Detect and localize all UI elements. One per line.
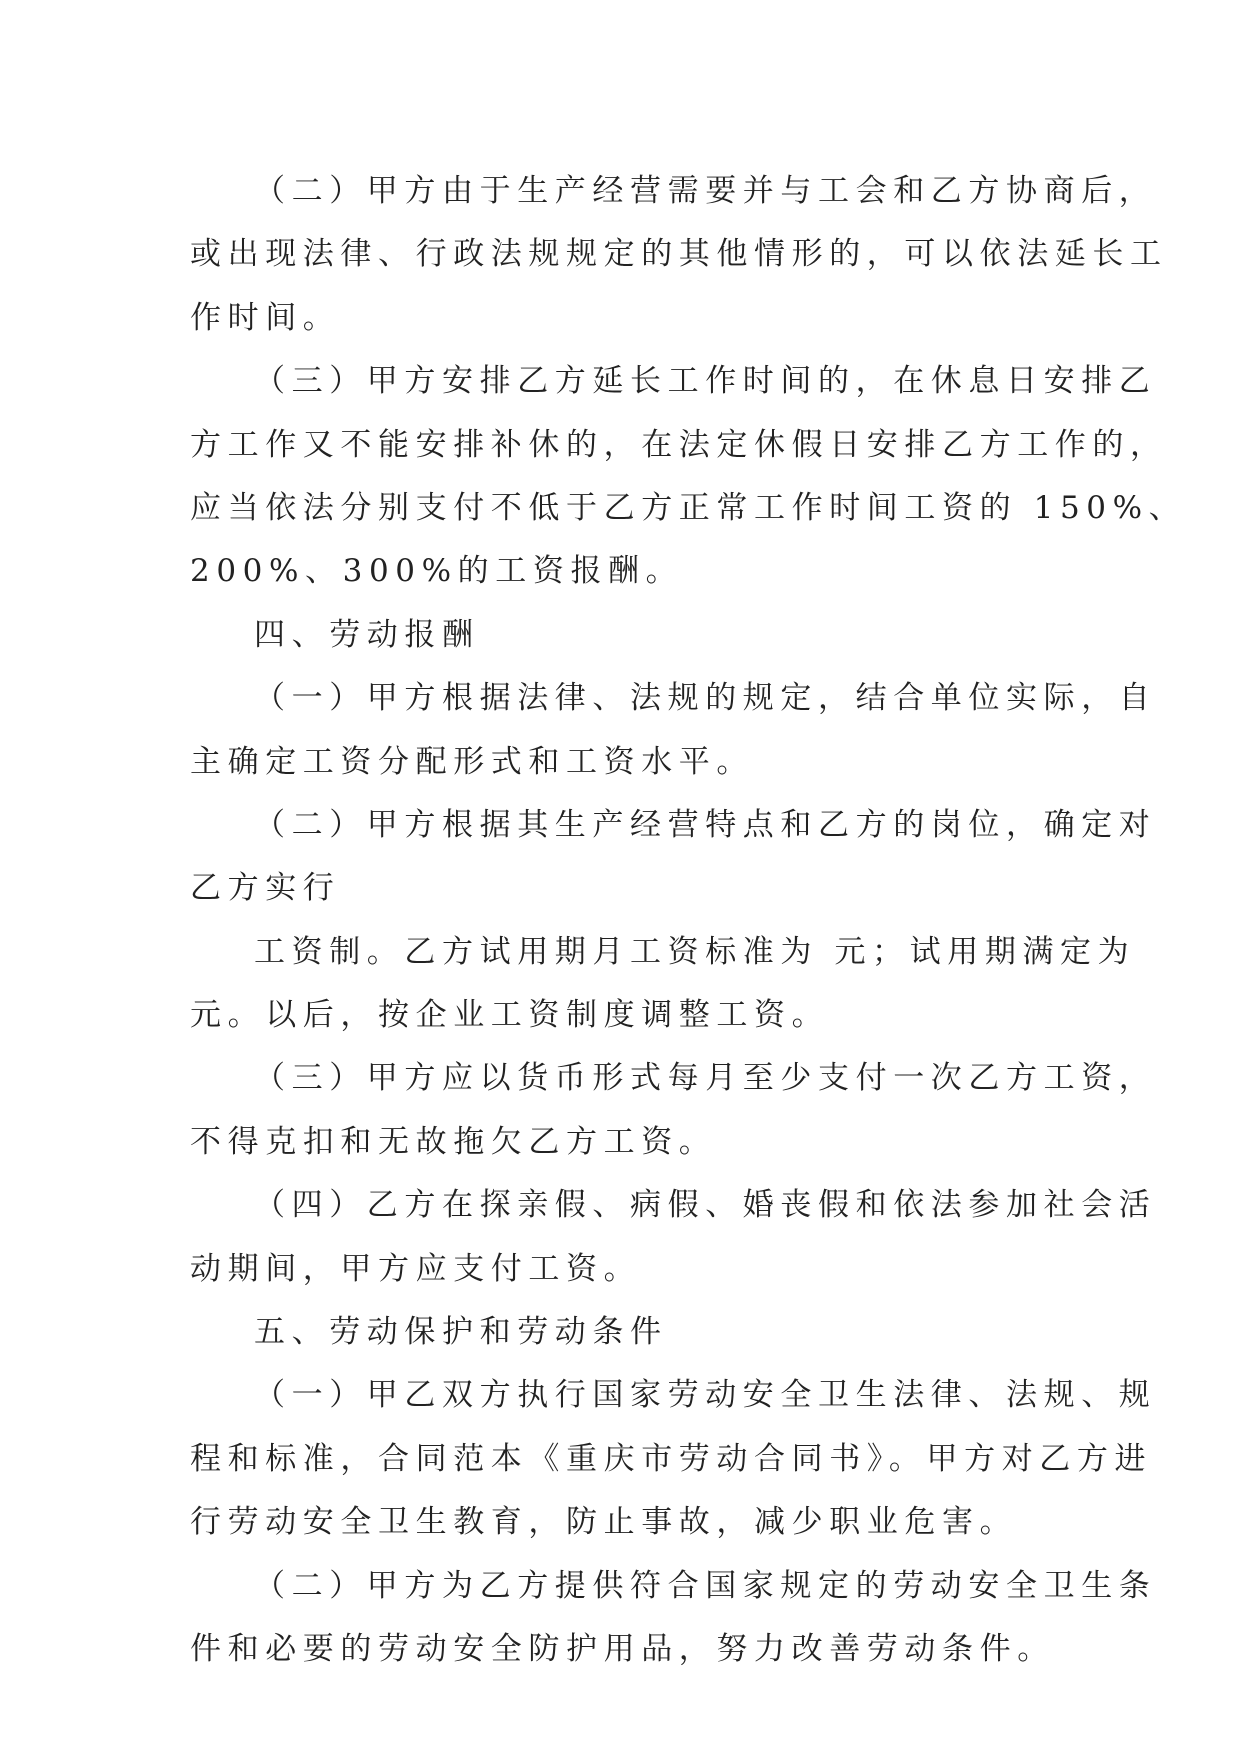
document-body	[190, 160, 1187, 1681]
paragraph-line: （一）甲乙双方执行国家劳动安全卫生法律、法规、规	[254, 1377, 1157, 1414]
paragraph-line: 工资制。乙方试用期月工资标准为 元；试用期满定为	[254, 933, 1136, 970]
paragraph-line: （二）甲方根据其生产经营特点和乙方的岗位，确定对	[254, 806, 1157, 843]
paragraph-line: 元。以后，按企业工资制度调整工资。	[190, 997, 830, 1034]
paragraph-line: 行劳动安全卫生教育，防止事故，减少职业危害。	[190, 1504, 1018, 1541]
paragraph-line: （三）甲方安排乙方延长工作时间的，在休息日安排乙	[254, 363, 1157, 400]
paragraph-line: 主确定工资分配形式和工资水平。	[190, 743, 754, 780]
paragraph-line: 应当依法分别支付不低于乙方正常工作时间工资的 150%、	[190, 489, 1187, 526]
paragraph-line: （一）甲方根据法律、法规的规定，结合单位实际，自	[254, 680, 1157, 717]
section-heading: 五、劳动保护和劳动条件	[254, 1314, 668, 1351]
paragraph-line: 作时间。	[190, 299, 341, 336]
paragraph-line: 或出现法律、行政法规规定的其他情形的，可以依法延长工	[190, 236, 1168, 273]
paragraph-line: 程和标准，合同范本《重庆市劳动合同书》。甲方对乙方进	[190, 1440, 1153, 1477]
paragraph-line: （二）甲方为乙方提供符合国家规定的劳动安全卫生条	[254, 1567, 1157, 1604]
section-heading: 四、劳动报酬	[254, 616, 480, 653]
paragraph-line: 件和必要的劳动安全防护用品，努力改善劳动条件。	[190, 1630, 1055, 1667]
paragraph-line: （三）甲方应以货币形式每月至少支付一次乙方工资，	[254, 1060, 1157, 1097]
paragraph-line: 不得克扣和无故拖欠乙方工资。	[190, 1123, 717, 1160]
paragraph-line: 方工作又不能安排补休的，在法定休假日安排乙方工作的，	[190, 426, 1168, 463]
paragraph-line: 乙方实行	[190, 870, 341, 907]
paragraph-line: 200%、300%的工资报酬。	[190, 553, 684, 590]
paragraph-line: （二）甲方由于生产经营需要并与工会和乙方协商后，	[254, 173, 1157, 209]
paragraph-line: 动期间，甲方应支付工资。	[190, 1250, 642, 1287]
paragraph-line: （四）乙方在探亲假、病假、婚丧假和依法参加社会活	[254, 1187, 1157, 1224]
